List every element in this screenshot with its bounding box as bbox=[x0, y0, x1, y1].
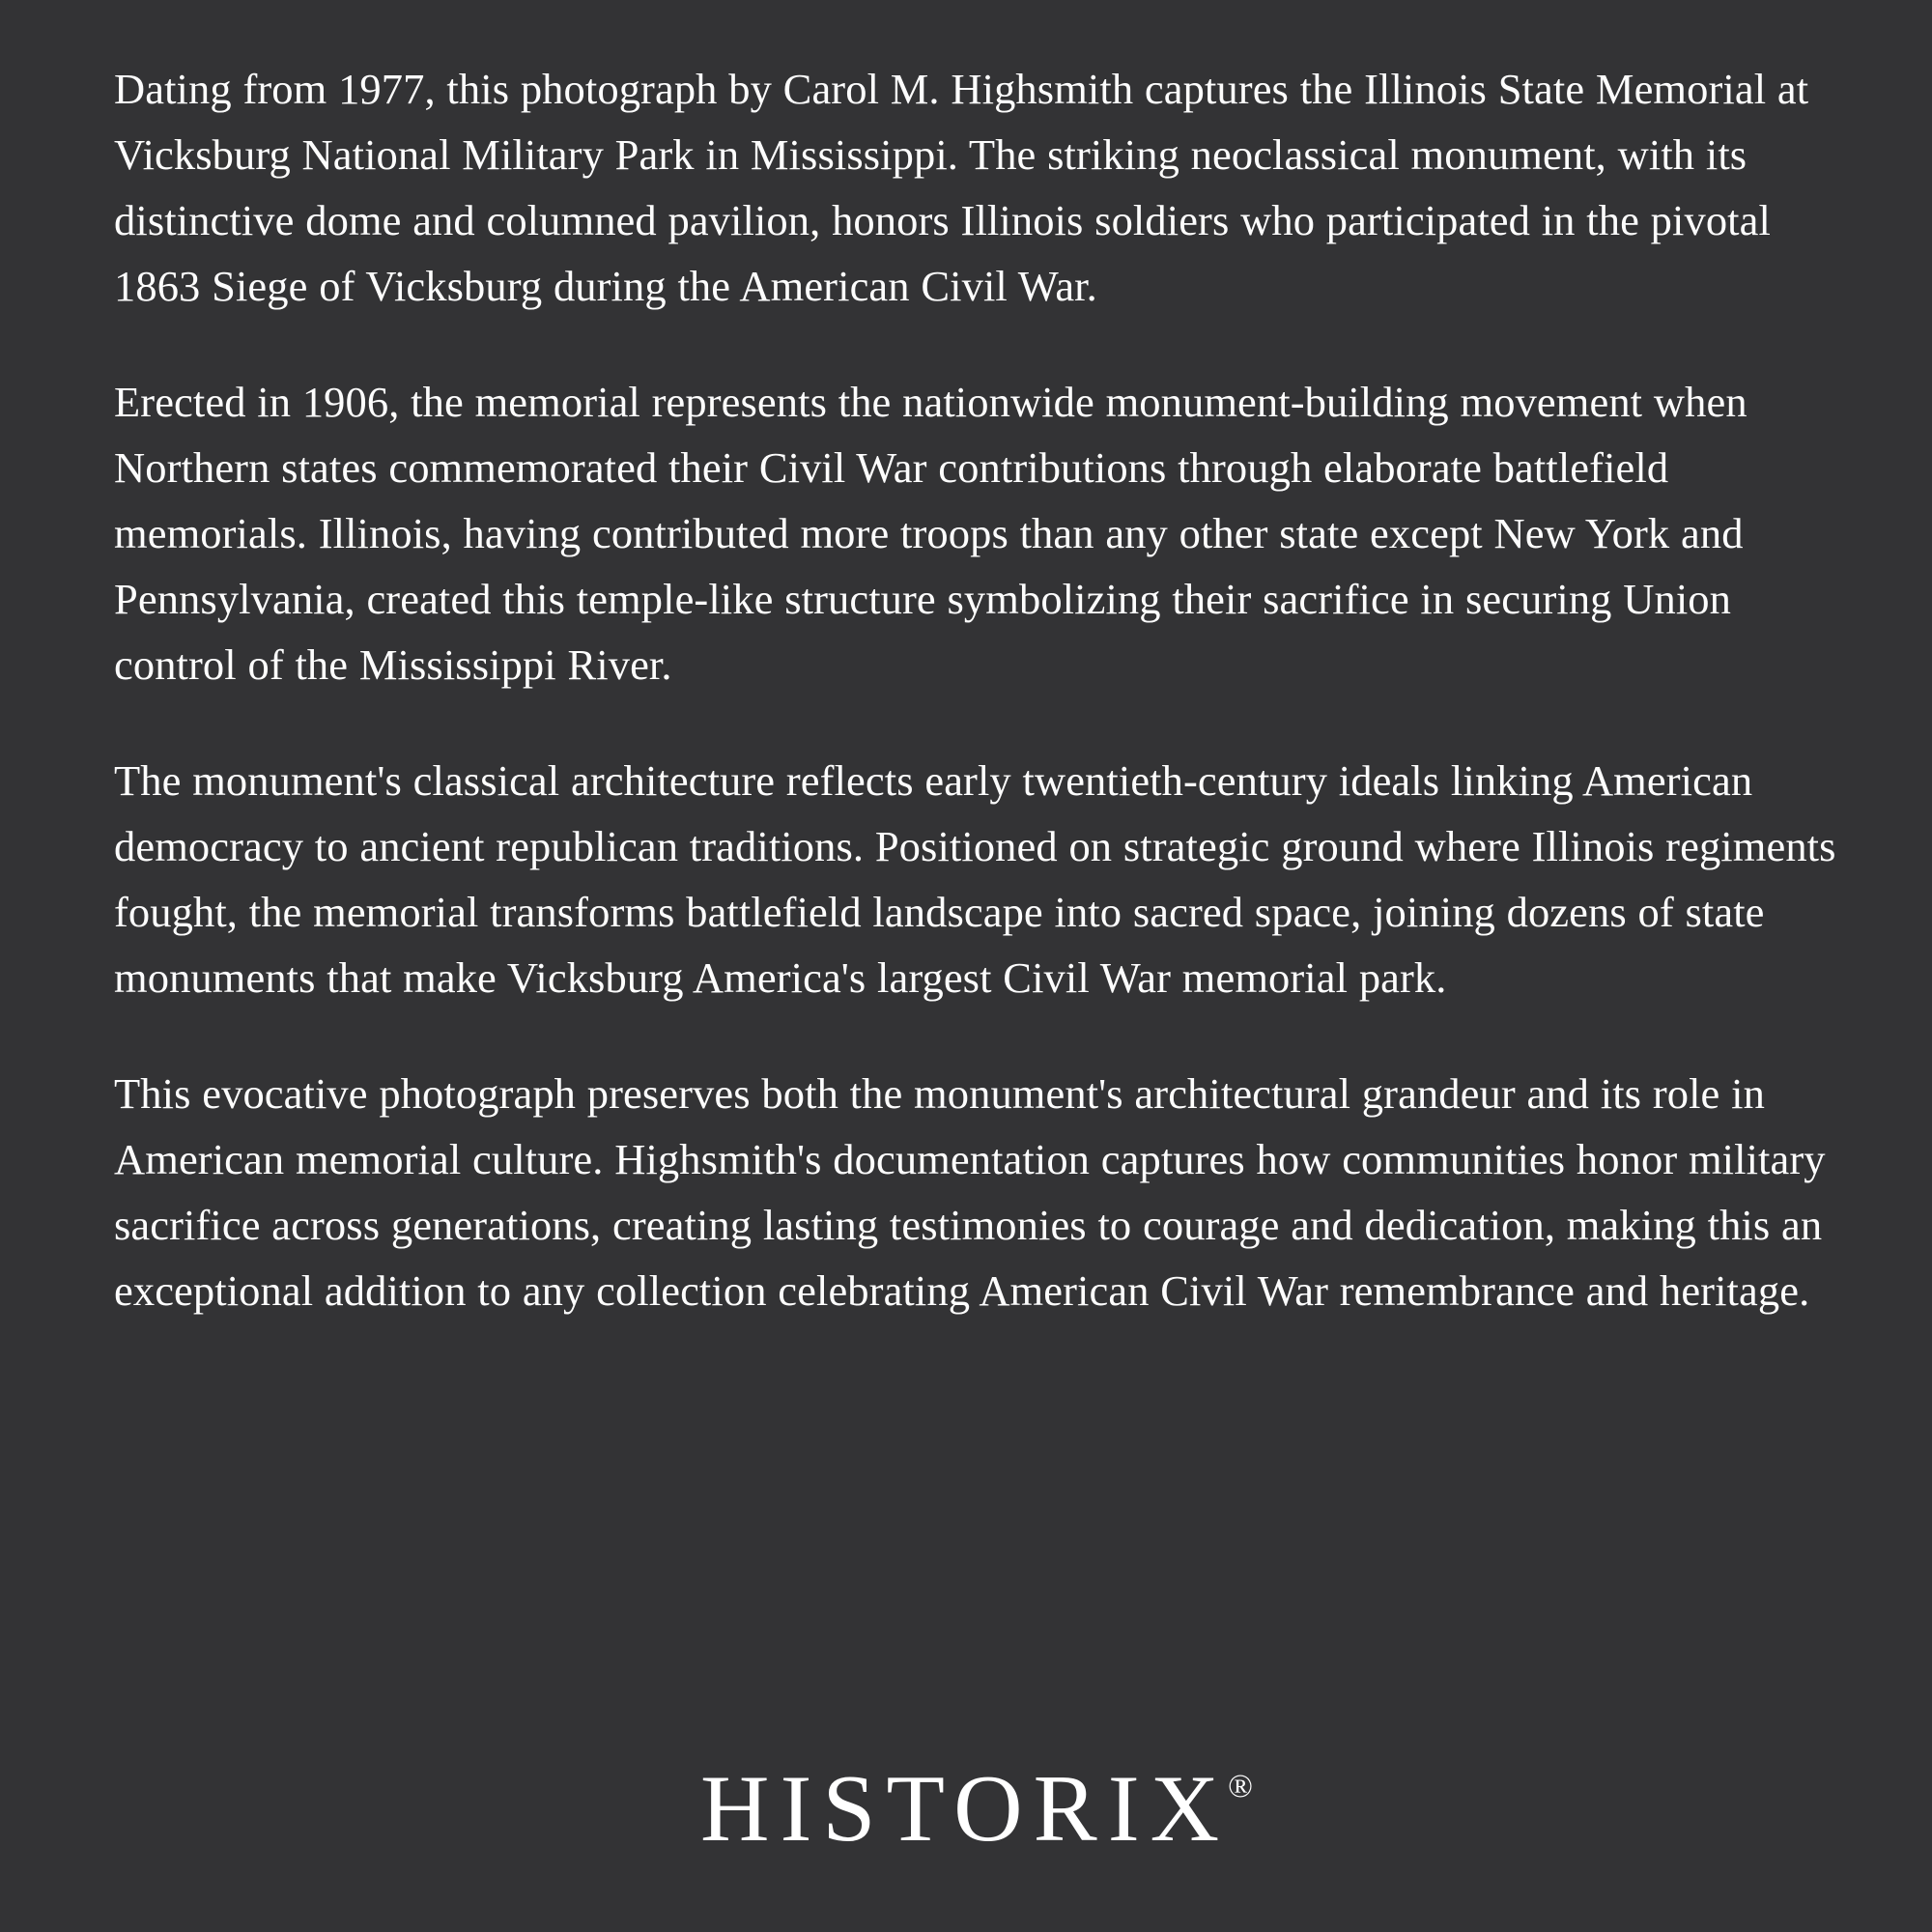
brand-name: HISTORIX bbox=[699, 1756, 1231, 1861]
registered-trademark-icon: ® bbox=[1228, 1769, 1254, 1804]
historix-logo bbox=[699, 1756, 1254, 1861]
brand-footer bbox=[114, 1756, 1839, 1932]
article-body bbox=[114, 56, 1839, 1323]
paragraph-3: The monument's classical architecture reflects early twentieth-century ideals linking American democracy to ancient republican traditions. Positioned on strategic ground where Illinois regiments fought, the memorial transforms battlefield landscape into sacred space, joining dozens of state monuments that make Vicksburg America's largest Civil War memorial park. bbox=[114, 756, 1836, 1002]
paragraph-1: Dating from 1977, this photograph by Carol M. Highsmith captures the Illinois State Memorial at Vicksburg National Military Park in Mississippi. The striking neoclassical monument, with its distinctive dome and columned pavilion, honors Illinois soldiers who participated in the pivotal 1863 Siege of Vicksburg during the American Civil War. bbox=[114, 65, 1809, 310]
paragraph-2: Erected in 1906, the memorial represents the nationwide monument-building movement when Northern states commemorated their Civil War contributions through elaborate battlefield memorials. Illinois, having contributed more troops than any other state except New York and Pennsylvania, created this temple-like structure symbolizing their sacrifice in securing Union control of the Mississippi River. bbox=[114, 378, 1747, 689]
paragraph-4: This evocative photograph preserves both the monument's architectural grandeur and its role in American memorial culture. Highsmith's documentation captures how communities honor military sacrifice across generations, creating lasting testimonies to courage and dedication, making this an exceptional addition to any collection celebrating American Civil War remembrance and heritage. bbox=[114, 1069, 1826, 1315]
